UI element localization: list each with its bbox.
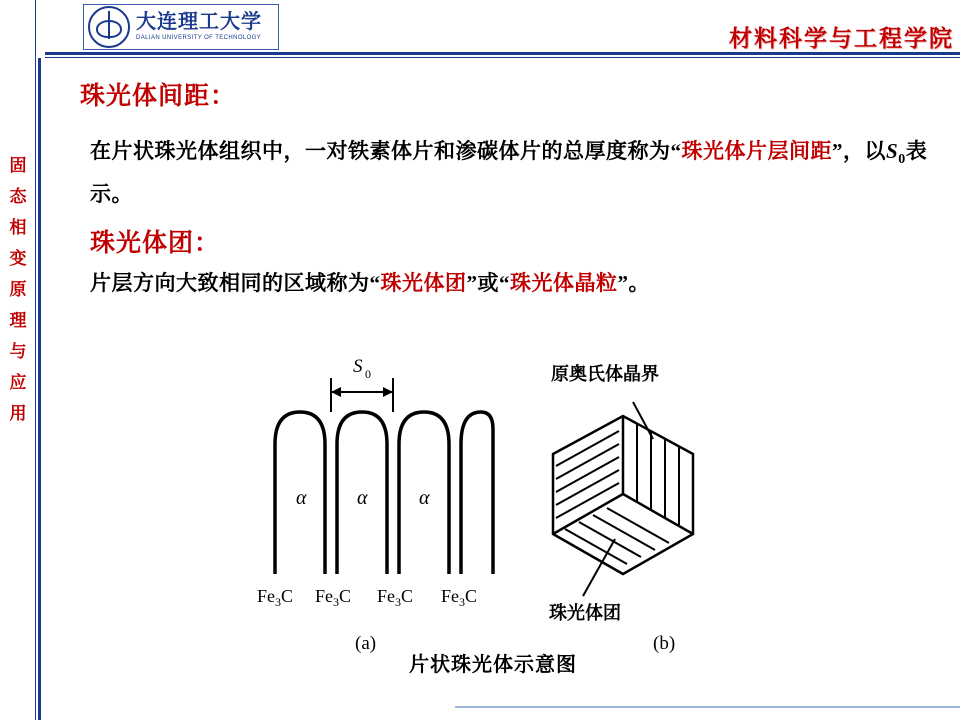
sidebar-char-4: 原 [9,280,27,299]
paragraph-pearlite-colony [90,266,930,300]
para1-symbol-s: S [886,139,899,163]
para1-text-2: ”，以 [832,139,886,163]
header-school-title: 材料科学与工程学院 [729,26,954,51]
slide-body [38,58,960,720]
sidebar-char-6: 与 [9,342,27,361]
label-fe3c-3: $Fe_3C$ [377,586,414,609]
para1-symbol-subscript: 0 [898,152,906,168]
para2-text-2: ”或“ [466,271,510,295]
figure-pearlite-schematic [253,334,733,664]
label-alpha-1: α [296,487,307,509]
figure-svg [253,334,733,664]
label-alpha-3: α [419,487,430,509]
label-subfigure-b: (b) [653,633,676,654]
para2-text-1: 片层方向大致相同的区域称为“ [90,271,381,295]
heading-pearlite-colony: 珠光体团： [90,230,221,257]
para2-highlight-2: 珠光体晶粒 [510,271,618,295]
sidebar-char-5: 理 [9,311,27,330]
sidebar-char-1: 态 [9,187,27,206]
para1-text-3: 表示。 [90,139,928,207]
para2-highlight-1: 珠光体团 [380,271,467,295]
sidebar-char-2: 相 [9,218,27,237]
para1-highlight-1: 珠光体片层间距 [681,139,832,163]
heading-pearlite-spacing: 珠光体间距： [80,83,237,110]
slide-header [38,0,960,58]
callout-colony: 珠光体团 [549,603,621,623]
label-fe3c-2: $Fe_3C$ [315,586,352,609]
sidebar-char-3: 变 [9,249,27,268]
label-s0-subscript: 0 [365,367,371,381]
logo-name-en: DALIAN UNIVERSITY OF TECHNOLOGY [136,35,262,42]
footer-divider [455,706,960,708]
sidebar-band [0,0,41,720]
label-subfigure-a: (a) [355,633,377,654]
figure-caption: 片状珠光体示意图 [409,654,577,676]
sidebar-vertical-title [4,150,32,429]
sidebar-char-0: 固 [9,156,27,175]
paragraph-pearlite-spacing [90,134,930,211]
header-divider-thick [45,52,960,55]
sidebar-char-7: 应 [9,373,27,392]
label-fe3c-1: $Fe_3C$ [257,586,294,609]
label-s0: S [353,356,363,377]
para1-text-1: 在片状珠光体组织中，一对铁素体片和渗碳体片的总厚度称为“ [90,139,682,163]
dut-emblem-icon [88,6,130,48]
logo-name-cn: 大连理工大学 [136,11,262,34]
label-alpha-2: α [357,487,368,509]
university-logo [83,4,279,50]
callout-grain-boundary: 原奥氏体晶界 [551,364,659,384]
para2-text-3: ”。 [617,271,650,295]
logo-text-block [136,12,262,41]
sidebar-char-8: 用 [9,404,27,423]
label-fe3c-4: $Fe_3C$ [441,586,478,609]
